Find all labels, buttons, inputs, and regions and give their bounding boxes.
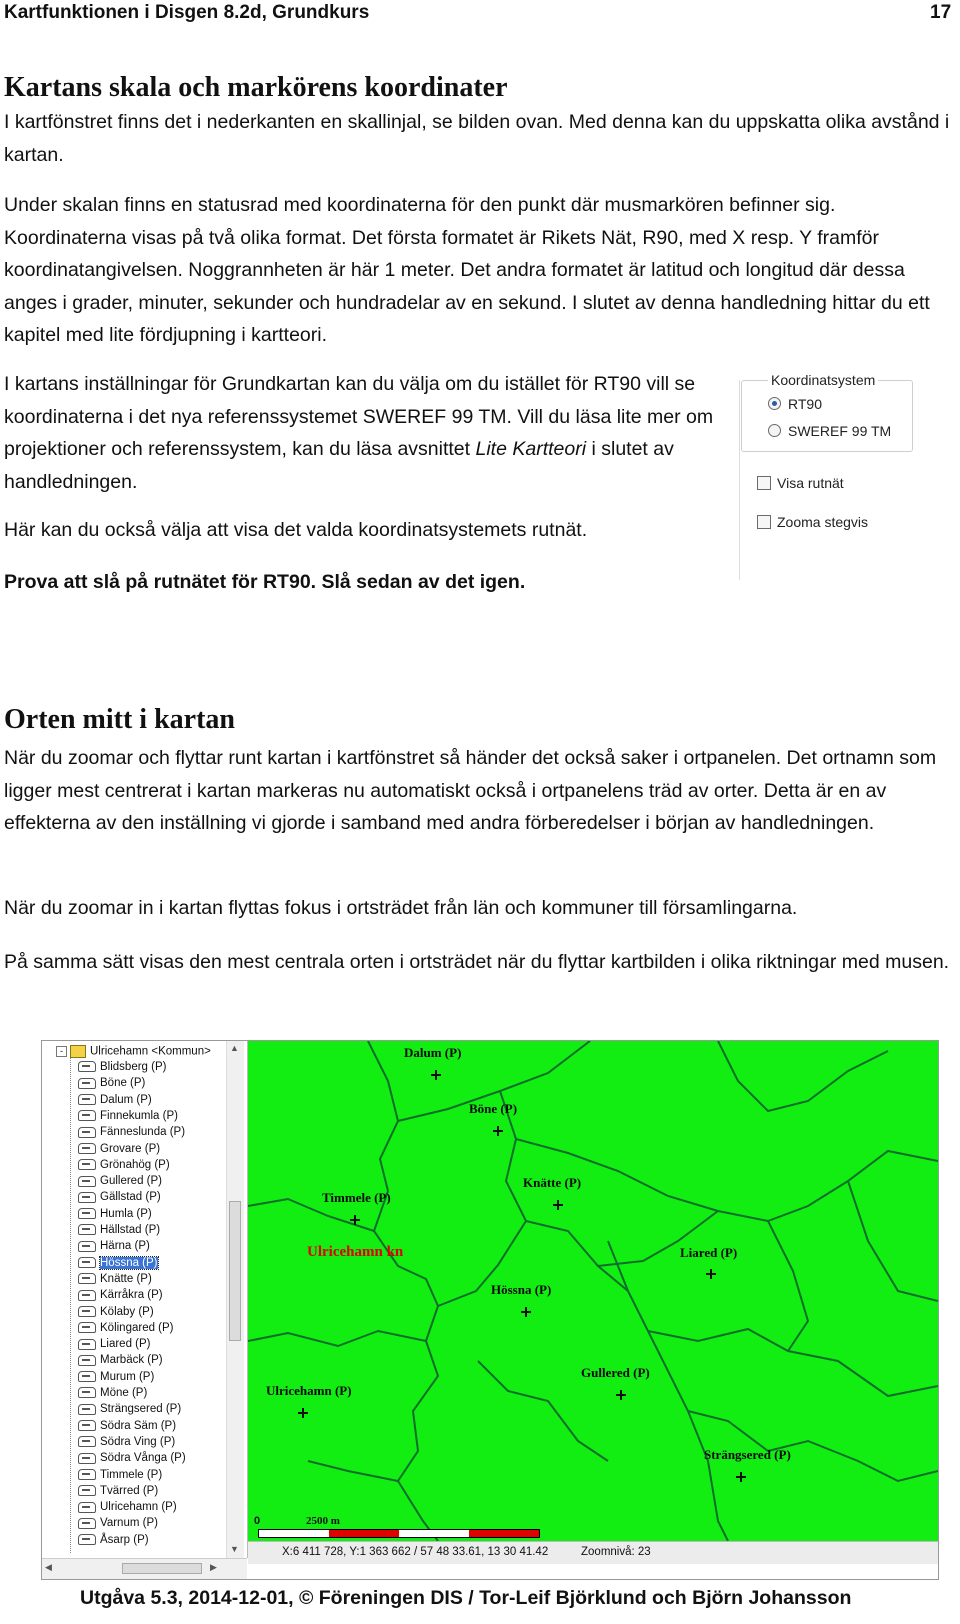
tree-item[interactable] bbox=[78, 1354, 163, 1366]
parish-icon bbox=[78, 1469, 96, 1480]
tree-item-label: Södra Vånga (P) bbox=[100, 1452, 186, 1465]
paragraph: På samma sätt visas den mest centrala orten i ortsträdet när du flyttar kartbilden i olika riktningar med musen. bbox=[4, 951, 950, 973]
parish-icon bbox=[78, 1143, 96, 1154]
tree-item[interactable] bbox=[78, 1338, 151, 1350]
scale-label: 2500 m bbox=[306, 1515, 340, 1527]
folder-icon bbox=[70, 1045, 86, 1058]
status-coordinates: X:6 411 728, Y:1 363 662 / 57 48 33.61, 13 30 41.42 bbox=[282, 1546, 549, 1558]
parish-marker-icon bbox=[350, 1215, 360, 1225]
parish-icon bbox=[78, 1420, 96, 1431]
tree-item[interactable] bbox=[78, 1371, 154, 1383]
radio-sweref[interactable] bbox=[768, 424, 781, 437]
parish-icon bbox=[78, 1436, 96, 1447]
tree-item-label: Blidsberg (P) bbox=[100, 1061, 167, 1073]
tree-lines bbox=[70, 1053, 72, 1553]
parish-icon bbox=[78, 1290, 96, 1301]
tree-item-label: Gällstad (P) bbox=[100, 1191, 161, 1204]
tree-item[interactable] bbox=[78, 1485, 158, 1497]
parish-marker-icon bbox=[616, 1390, 626, 1400]
parish-icon bbox=[78, 1110, 96, 1121]
tree-item-label: Åsarp (P) bbox=[100, 1533, 149, 1546]
status-bar bbox=[248, 1541, 938, 1564]
tree-item-label: Södra Ving (P) bbox=[100, 1435, 176, 1448]
instruction: Prova att slå på rutnätet för RT90. Slå sedan av det igen. bbox=[4, 571, 526, 593]
scroll-left-icon[interactable]: ◀ bbox=[45, 1562, 52, 1572]
tree-item-label: Södra Säm (P) bbox=[100, 1419, 177, 1432]
checkbox-zoom-step[interactable] bbox=[757, 515, 771, 529]
tree-item[interactable] bbox=[78, 1306, 154, 1318]
paragraph: Här kan du också välja att visa det valda koordinatsystemets rutnät. bbox=[4, 519, 588, 541]
parish-marker-icon bbox=[553, 1200, 563, 1210]
tree-item-label: Gullered (P) bbox=[100, 1175, 162, 1188]
parish-icon bbox=[78, 1176, 96, 1187]
parish-marker-icon bbox=[431, 1070, 441, 1080]
tree-item[interactable] bbox=[78, 1469, 162, 1481]
tree-item[interactable] bbox=[78, 1159, 170, 1171]
tree-item[interactable] bbox=[78, 1387, 147, 1399]
tree-item-label: Tvärred (P) bbox=[100, 1484, 159, 1497]
scale-bar bbox=[258, 1529, 540, 1538]
tree-item[interactable] bbox=[78, 1534, 149, 1546]
tree-item-label: Knätte (P) bbox=[100, 1272, 152, 1285]
parish-icon bbox=[78, 1224, 96, 1235]
parish-icon bbox=[78, 1257, 96, 1268]
map-label-ulricehamn-kommun: Ulricehamn kn bbox=[307, 1244, 404, 1260]
tree-item[interactable] bbox=[78, 1257, 158, 1269]
tree-item[interactable] bbox=[78, 1143, 160, 1155]
parish-icon bbox=[78, 1534, 96, 1545]
parish-icon bbox=[78, 1192, 96, 1203]
parish-icon bbox=[78, 1518, 96, 1529]
collapse-icon[interactable]: - bbox=[56, 1046, 67, 1057]
parish-icon bbox=[78, 1355, 96, 1366]
tree-item[interactable] bbox=[78, 1517, 158, 1529]
radio-sweref-label: SWEREF 99 TM bbox=[788, 423, 892, 439]
scroll-right-icon[interactable]: ▶ bbox=[210, 1562, 217, 1572]
paragraph: När du zoomar och flyttar runt kartan i kartfönstret så händer det också saker i ortpanelen. Det ortnamn som ligger mest centrerat i kartan markeras nu automatiskt också i ortpanelens träd av orter. Detta är en av effekterna av den inställning vi gjorde i samband med andra förberedelser i början av handledningen. bbox=[4, 747, 937, 834]
parish-icon bbox=[78, 1061, 96, 1072]
tree-item-label: Marbäck (P) bbox=[100, 1354, 163, 1367]
parish-icon bbox=[78, 1485, 96, 1496]
tree-item[interactable] bbox=[78, 1452, 186, 1464]
tree-item[interactable] bbox=[78, 1273, 152, 1285]
tree-item[interactable] bbox=[78, 1420, 176, 1432]
map-label-knatte: Knätte (P) bbox=[523, 1175, 582, 1190]
parish-marker-icon bbox=[736, 1472, 746, 1482]
parish-icon bbox=[78, 1078, 96, 1089]
tree-item-label: Liared (P) bbox=[100, 1338, 151, 1351]
tree-item[interactable] bbox=[78, 1110, 178, 1122]
tree-item[interactable] bbox=[78, 1208, 152, 1220]
tree-item-label: Strängsered (P) bbox=[100, 1403, 182, 1416]
scale-zero-label: 0 bbox=[254, 1515, 261, 1527]
tree-item-label: Murum (P) bbox=[100, 1370, 155, 1383]
tree-item[interactable] bbox=[78, 1126, 185, 1138]
tree-item[interactable] bbox=[78, 1224, 160, 1236]
checkbox-zoom-step-label: Zooma stegvis bbox=[777, 514, 869, 530]
tree-item-label: Timmele (P) bbox=[100, 1468, 163, 1481]
tree-item-label: Finnekumla (P) bbox=[100, 1109, 178, 1122]
tree-item[interactable] bbox=[78, 1289, 163, 1301]
running-header-title: Kartfunktionen i Disgen 8.2d, Grundkurs bbox=[4, 2, 370, 23]
paragraph bbox=[4, 368, 724, 498]
parish-icon bbox=[78, 1159, 96, 1170]
map-canvas[interactable] bbox=[248, 1041, 938, 1541]
tree-item[interactable] bbox=[78, 1061, 166, 1073]
link-lite-kartteori: Lite Kartteori bbox=[475, 438, 587, 460]
parish-marker-icon bbox=[706, 1269, 716, 1279]
parish-icon bbox=[78, 1241, 96, 1252]
tree-item[interactable] bbox=[78, 1501, 177, 1513]
tree-item[interactable] bbox=[78, 1436, 175, 1448]
tree-item-label: Härna (P) bbox=[100, 1240, 150, 1253]
map-label-bone: Böne (P) bbox=[469, 1101, 518, 1116]
scroll-down-icon[interactable]: ▼ bbox=[230, 1544, 239, 1554]
map-label-hossna: Hössna (P) bbox=[491, 1282, 552, 1297]
section-heading-scale: Kartans skala och markörens koordinater bbox=[4, 72, 508, 103]
tree-item[interactable] bbox=[78, 1175, 162, 1187]
tree-item[interactable] bbox=[78, 1240, 150, 1252]
tree-item-label: Kölaby (P) bbox=[100, 1305, 154, 1318]
tree-item-label: Dalum (P) bbox=[100, 1093, 152, 1106]
parish-icon bbox=[78, 1502, 96, 1513]
tree-item-label: Hössna (P) bbox=[100, 1256, 158, 1269]
paragraph-text: I kartans inställningar för Grundkartan kan du välja om du istället för RT90 vill se koordinaterna i det nya referenssystemet SWEREF 99 TM. Vill du läsa lite mer om projektioner och referenssystem, kan du läsa avsnittet bbox=[4, 373, 714, 460]
map-label-gullered: Gullered (P) bbox=[581, 1365, 650, 1380]
tree-item-label: Hällstad (P) bbox=[100, 1224, 161, 1236]
group-title: Koordinatsystem bbox=[768, 372, 878, 388]
parish-marker-icon bbox=[298, 1408, 308, 1418]
tree-item-label: Humla (P) bbox=[100, 1207, 152, 1220]
status-zoom-level: Zoomnivå: 23 bbox=[581, 1546, 651, 1558]
parish-icon bbox=[78, 1306, 96, 1317]
parish-icon bbox=[78, 1371, 96, 1382]
page-number: 17 bbox=[930, 2, 952, 23]
tree-item-label: Möne (P) bbox=[100, 1387, 148, 1399]
map-label-timmele: Timmele (P) bbox=[322, 1190, 391, 1205]
parish-marker-icon bbox=[521, 1307, 531, 1317]
paragraph-text: i slutet av handledningen. bbox=[4, 438, 674, 493]
tree-root-label: Ulricehamn <Kommun> bbox=[90, 1045, 211, 1058]
paragraph: När du zoomar in i kartan flyttas fokus i ortsträdet från län och kommuner till församlingarna. bbox=[4, 897, 798, 919]
tree-item-label: Varnum (P) bbox=[100, 1517, 158, 1530]
map-label-liared: Liared (P) bbox=[680, 1245, 738, 1260]
radio-rt90-label: RT90 bbox=[788, 396, 822, 412]
horizontal-scrollbar[interactable] bbox=[42, 1558, 247, 1579]
tree-item[interactable] bbox=[78, 1322, 174, 1334]
tree-item[interactable] bbox=[78, 1077, 145, 1089]
section-heading-center: Orten mitt i kartan bbox=[4, 704, 235, 735]
map-window-screenshot bbox=[41, 1040, 939, 1580]
parish-icon bbox=[78, 1273, 96, 1284]
tree-item-label: Grönahög (P) bbox=[100, 1158, 170, 1171]
checkbox-show-grid[interactable] bbox=[757, 476, 771, 490]
parish-icon bbox=[78, 1208, 96, 1219]
tree-item[interactable] bbox=[78, 1094, 152, 1106]
vertical-scrollbar[interactable] bbox=[226, 1041, 244, 1558]
tree-root[interactable] bbox=[56, 1045, 211, 1058]
footer: Utgåva 5.3, 2014-12-01, © Föreningen DIS / Tor-Leif Björklund och Björn Johansson bbox=[80, 1587, 852, 1609]
tree-item[interactable] bbox=[78, 1191, 161, 1203]
panel-divider bbox=[739, 380, 740, 580]
paragraph: Under skalan finns en statusrad med koordinaterna för den punkt där musmarkören befinner sig. Koordinaterna visas på två olika format. Det första formatet är Rikets Nät, R90, med X resp. Y framför koordinatangivelsen. Noggrannheten är här 1 meter. Det andra formatet är latitud och longitud där dessa anges i grader, minuter, sekunder och hundradelar av en sekund. I slutet av denna handledning hittar du ett kapitel med lite fördjupning i kartteori. bbox=[4, 194, 930, 346]
paragraph: I kartfönstret finns det i nederkanten en skallinjal, se bilden ovan. Med denna kan du uppskatta olika avstånd i kartan. bbox=[4, 111, 950, 166]
place-tree bbox=[42, 1041, 248, 1558]
parish-icon bbox=[78, 1339, 96, 1350]
map-label-strangsered: Strängsered (P) bbox=[704, 1447, 791, 1462]
tree-item[interactable] bbox=[78, 1403, 181, 1415]
scroll-up-icon[interactable]: ▲ bbox=[230, 1043, 239, 1053]
parish-icon bbox=[78, 1404, 96, 1415]
hscroll-thumb[interactable] bbox=[122, 1563, 202, 1574]
scroll-thumb[interactable] bbox=[229, 1201, 241, 1341]
map-label-dalum: Dalum (P) bbox=[404, 1045, 462, 1060]
parish-icon bbox=[78, 1453, 96, 1464]
tree-item-label: Ulricehamn (P) bbox=[100, 1501, 177, 1514]
parish-icon bbox=[78, 1094, 96, 1105]
parish-icon bbox=[78, 1322, 96, 1333]
checkbox-show-grid-label: Visa rutnät bbox=[777, 475, 844, 491]
tree-item-label: Grovare (P) bbox=[100, 1142, 161, 1155]
tree-item-label: Kärråkra (P) bbox=[100, 1289, 163, 1302]
coordinate-system-group bbox=[741, 380, 913, 452]
parish-icon bbox=[78, 1387, 96, 1398]
parish-icon bbox=[78, 1127, 96, 1138]
tree-item-label: Böne (P) bbox=[100, 1077, 146, 1090]
map-label-ulricehamn: Ulricehamn (P) bbox=[266, 1383, 352, 1398]
tree-item-label: Fänneslunda (P) bbox=[100, 1126, 186, 1139]
radio-rt90[interactable] bbox=[768, 397, 781, 410]
parish-marker-icon bbox=[493, 1126, 503, 1136]
tree-item-label: Kölingared (P) bbox=[100, 1321, 174, 1334]
parish-borders bbox=[248, 1041, 938, 1541]
